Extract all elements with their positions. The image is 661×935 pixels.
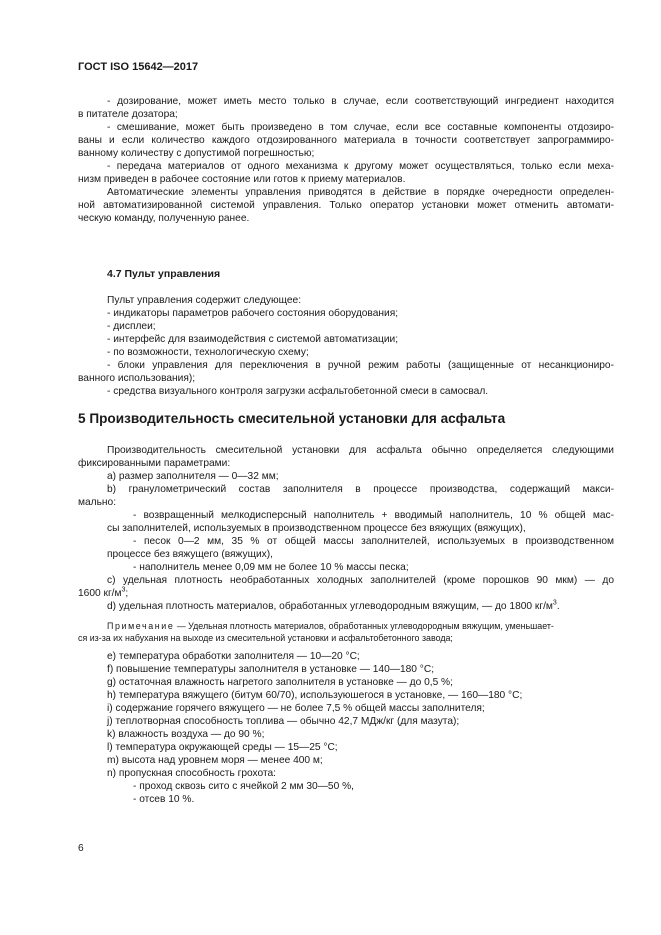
text-line bbox=[78, 587, 128, 600]
list-item: - дисплеи; bbox=[107, 321, 156, 332]
superscript: 3 bbox=[552, 599, 557, 607]
page-number: 6 bbox=[78, 843, 84, 854]
list-item: a) размер заполнителя — 0—32 мм; bbox=[107, 471, 279, 482]
note-line: ся из-за их набухания на выходе из смесительной установки и асфальтобетонного завода; bbox=[78, 633, 453, 643]
list-item: g) остаточная влажность нагретого заполнителя в установке — до 0,5 %; bbox=[107, 677, 453, 688]
list-item bbox=[107, 600, 560, 613]
text-line: ной автоматизированной системой управления. Только оператор установки может отменить автомати- bbox=[78, 200, 614, 211]
text-line: сы заполнителей, используемых в производственном процессе без вяжущих (вяжущих), bbox=[107, 523, 526, 534]
text-line: - передача материалов от одного механизма к другому может осуществляться, только если меха- bbox=[107, 161, 614, 172]
list-item: k) влажность воздуха — до 90 %; bbox=[107, 729, 265, 740]
list-item: - отсев 10 %. bbox=[133, 794, 195, 805]
list-item: e) температура обработки заполнителя — 10—20 °С; bbox=[107, 651, 360, 662]
text-line: ческую команду, полученную ранее. bbox=[78, 213, 250, 224]
text-line: фиксированными параметрами: bbox=[78, 458, 231, 469]
list-item: c) удельная плотность необработанных холодных заполнителей (кроме порошков 90 мкм) — до bbox=[107, 575, 614, 586]
list-item: - песок 0—2 мм, 35 % от общей массы заполнителей, используемых в производственном bbox=[133, 536, 614, 547]
list-item: n) пропускная способность грохота: bbox=[107, 768, 276, 779]
superscript: 3 bbox=[121, 586, 126, 594]
list-item: - средства визуального контроля загрузки асфальтобетонной смеси в самосвал. bbox=[107, 386, 489, 397]
note-text: — Удельная плотность материалов, обработанных углеводородным вяжущим, уменьшает- bbox=[174, 621, 554, 631]
note-label: Примечание bbox=[107, 621, 175, 631]
text-line: ванному количеству с допустимой погрешностью; bbox=[78, 148, 315, 159]
text-run: 1600 кг/м bbox=[78, 588, 122, 599]
text-run: . bbox=[556, 601, 560, 612]
list-item: - блоки управления для переключения в ручной режим работы (защищенные от несанкциониро- bbox=[107, 360, 614, 371]
text-line: мально: bbox=[78, 497, 117, 508]
list-item: - проход сквозь сито с ячейкой 2 мм 30—50 %, bbox=[133, 781, 354, 792]
list-item: m) высота над уровнем моря — менее 400 м; bbox=[107, 755, 323, 766]
document-header: ГОСТ ISO 15642—2017 bbox=[78, 61, 199, 73]
text-line: в питателе дозатора; bbox=[78, 109, 178, 120]
list-item: - возвращенный мелкодисперсный наполнитель + вводимый наполнитель, 10 % общей мас- bbox=[133, 510, 614, 521]
text-line: - смешивание, может быть произведено в том случае, если все составные компоненты отдозиро- bbox=[107, 122, 614, 133]
list-item: j) теплотворная способность топлива — обычно 42,7 МДж/кг (для мазута); bbox=[107, 716, 460, 727]
list-item: - индикаторы параметров рабочего состояния оборудования; bbox=[107, 308, 399, 319]
text-line: Автоматические элементы управления приводятся в действие в порядке очередности определен- bbox=[107, 187, 614, 198]
list-item: l) температура окружающей среды — 15—25 °С; bbox=[107, 742, 338, 753]
list-item: f) повышение температуры заполнителя в установке — 140—180 °С; bbox=[107, 664, 435, 675]
text-line: процессе без вяжущего (вяжущих), bbox=[107, 549, 273, 560]
text-line: Пульт управления содержит следующее: bbox=[107, 295, 302, 306]
list-item: i) содержание горячего вяжущего — не более 7,5 % общей массы заполнителя; bbox=[107, 703, 485, 714]
list-item: - по возможности, технологическую схему; bbox=[107, 347, 309, 358]
text-run: d) удельная плотность материалов, обработанных углеводородным вяжущим, — до 1800 кг/м bbox=[107, 601, 553, 612]
text-line: Производительность смесительной установки для асфальта обычно определяется следующими bbox=[107, 445, 614, 456]
section-heading-5: 5 Производительность смесительной установки для асфальта bbox=[78, 411, 506, 426]
list-item: b) гранулометрический состав заполнителя в процессе производства, содержащий макси- bbox=[107, 484, 614, 495]
list-item: - наполнитель менее 0,09 мм не более 10 % массы песка; bbox=[133, 562, 409, 573]
note-line bbox=[107, 620, 554, 632]
section-heading-4-7: 4.7 Пульт управления bbox=[107, 268, 221, 280]
text-line: - дозирование, может иметь место только в случае, если соответствующий ингредиент находится bbox=[107, 96, 614, 107]
list-item: - интерфейс для взаимодействия с системой автоматизации; bbox=[107, 334, 399, 345]
list-item: h) температура вяжущего (битум 60/70), используюшегося в установке, — 160—180 °С; bbox=[107, 690, 523, 701]
text-line: низм приведен в рабочее состояние или готов к приему материалов. bbox=[78, 174, 406, 185]
text-line: ваны и если количество каждого отдозированного материала в точности соответствует запрограммиро- bbox=[78, 135, 614, 146]
text-run: ; bbox=[125, 588, 129, 599]
text-line: ванного использования); bbox=[78, 373, 196, 384]
